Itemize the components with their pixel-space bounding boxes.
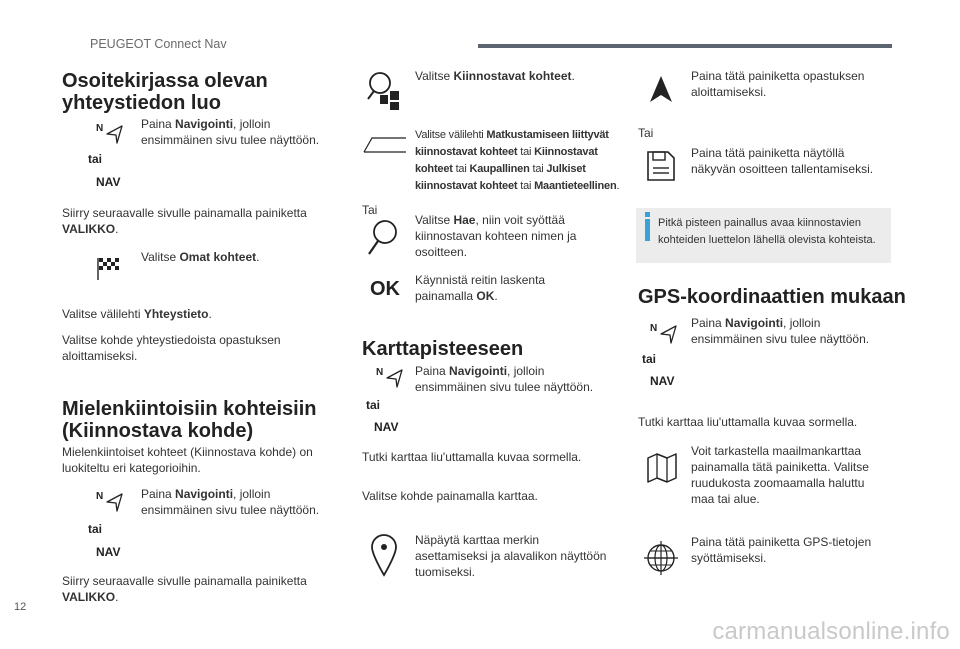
checkered-flag-icon bbox=[96, 254, 122, 282]
nav-button-label: NAV bbox=[96, 545, 121, 559]
paragraph-explore-map: Tutki karttaa liu'uttamalla kuvaa sormella. bbox=[362, 450, 582, 464]
or-label: tai bbox=[642, 352, 657, 366]
flag-instruction: Valitse Omat kohteet. bbox=[141, 250, 260, 264]
paragraph-poi-categories: Mielenkiintoiset kohteet (Kiinnostava kohde) on luokiteltu eri kategorioihin. bbox=[62, 445, 313, 475]
save-instruction: Paina tätä painiketta näytöllä näkyvän osoitteen tallentamiseksi. bbox=[691, 146, 874, 176]
tab-bar-icon bbox=[362, 134, 410, 156]
section-title-gps: GPS-koordinaattien mukaan bbox=[638, 286, 906, 308]
poi-magnifier-icon bbox=[366, 70, 404, 112]
start-guidance-instruction: Paina tätä painiketta opastuksen aloittamiseksi. bbox=[691, 69, 865, 99]
nav-instruction: Paina Navigointi, jolloin ensimmäinen sivu tulee näyttöön. bbox=[691, 316, 870, 346]
or-label: tai bbox=[366, 398, 381, 412]
navigation-arrow-icon bbox=[650, 322, 680, 346]
ok-icon: OK bbox=[370, 278, 400, 300]
navigation-arrow-icon bbox=[376, 366, 406, 390]
paragraph-menu: Siirry seuraavalle sivulle painamalla painiketta VALIKKO. bbox=[62, 574, 307, 604]
section-title-poi: Mielenkiintoisiin kohteisiin (Kiinnostava kohde) bbox=[62, 398, 317, 442]
or-label: tai bbox=[88, 152, 103, 166]
paragraph-select-contact: Valitse kohde yhteystiedoista opastuksen aloittamiseksi. bbox=[62, 333, 281, 363]
map-pin-icon bbox=[370, 533, 398, 577]
nav-instruction: Paina Navigointi, jolloin ensimmäinen sivu tulee näyttöön. bbox=[141, 487, 320, 517]
nav-instruction: Paina Navigointi, jolloin ensimmäinen sivu tulee näyttöön. bbox=[415, 364, 594, 394]
svg-text:N: N bbox=[376, 367, 384, 378]
save-icon bbox=[646, 150, 676, 182]
manual-header-title: PEUGEOT Connect Nav bbox=[90, 37, 227, 51]
navigation-arrow-icon bbox=[96, 122, 126, 146]
nav-button-label: NAV bbox=[650, 374, 675, 388]
gps-globe-icon bbox=[643, 540, 679, 576]
or-label: Tai bbox=[362, 203, 378, 217]
paragraph-select-destination: Valitse kohde painamalla karttaa. bbox=[362, 489, 538, 503]
or-label: Tai bbox=[638, 126, 654, 140]
svg-text:N: N bbox=[96, 123, 104, 134]
nav-button-label: NAV bbox=[374, 420, 399, 434]
info-note-box bbox=[636, 208, 891, 263]
section-title-contacts: Osoitekirjassa olevan yhteystiedon luo bbox=[62, 70, 268, 114]
paragraph-explore-map: Tutki karttaa liu'uttamalla kuvaa sormella. bbox=[638, 415, 858, 429]
watermark: carmanualsonline.info bbox=[712, 618, 950, 645]
world-map-icon bbox=[646, 452, 678, 484]
or-label: tai bbox=[88, 522, 103, 536]
nav-button-label: NAV bbox=[96, 175, 121, 189]
svg-text:N: N bbox=[96, 491, 104, 502]
navigation-arrow-icon bbox=[96, 490, 126, 514]
paragraph-contacts-tab: Valitse välilehti Yhteystieto. bbox=[62, 307, 212, 321]
paragraph-menu: Siirry seuraavalle sivulle painamalla painiketta VALIKKO. bbox=[62, 206, 307, 236]
start-guidance-icon bbox=[648, 74, 674, 104]
info-note-text: Pitkä pisteen painallus avaa kiinnostavien kohteiden luettelon lähellä olevista kohteista. bbox=[658, 217, 876, 246]
gps-instruction: Paina tätä painiketta GPS-tietojen syöttämiseksi. bbox=[691, 535, 872, 565]
nav-instruction: Paina Navigointi, jolloin ensimmäinen sivu tulee näyttöön. bbox=[141, 117, 320, 147]
search-icon bbox=[366, 218, 400, 258]
poi-instruction: Valitse Kiinnostavat kohteet. bbox=[415, 69, 575, 83]
info-bar bbox=[645, 219, 650, 241]
section-title-map-point: Karttapisteeseen bbox=[362, 338, 524, 360]
tabs-instruction: Valitse välilehti Matkustamiseen liittyvät kiinnostavat kohteet tai Kiinnostavat kohteet tai Kaupallinen tai Julkiset kiinnostavat kohteet tai Maantieteellinen. bbox=[415, 129, 620, 192]
info-icon bbox=[645, 212, 650, 217]
search-instruction: Valitse Hae, niin voit syöttää kiinnostavan kohteen nimen ja osoitteen. bbox=[415, 213, 577, 259]
pin-instruction: Näpäytä karttaa merkin asettamiseksi ja alavalikon näyttöön tuomiseksi. bbox=[415, 533, 607, 579]
page-number: 12 bbox=[14, 601, 27, 613]
svg-text:N: N bbox=[650, 323, 658, 334]
world-map-instruction: Voit tarkastella maailmankarttaa painamalla tätä painiketta. Valitse ruudukosta zoomaamalla haluttu maa tai alue. bbox=[691, 444, 869, 506]
navigation-icon-group bbox=[96, 122, 126, 151]
header-bar bbox=[478, 44, 892, 48]
ok-instruction: Käynnistä reitin laskenta painamalla OK. bbox=[415, 273, 546, 303]
